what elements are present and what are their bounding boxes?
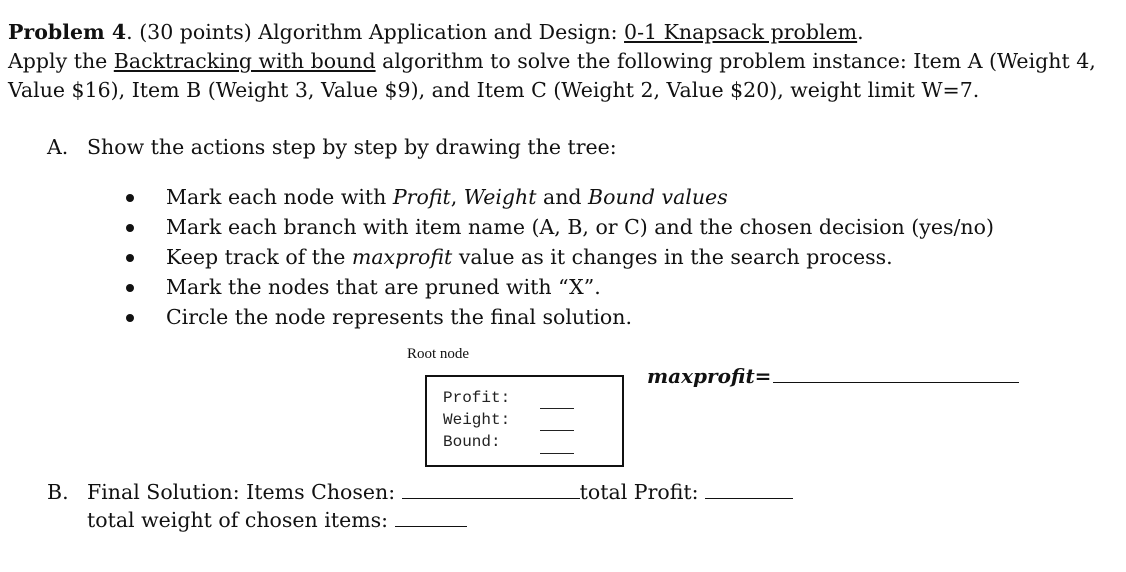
problem-topic-end: .: [857, 20, 864, 44]
part-b-letter: B.: [47, 480, 69, 504]
part-a-letter: A.: [47, 135, 69, 159]
bullet-text: Circle the node represents the final solution.: [166, 305, 632, 329]
bullet-italic: Weight: [463, 185, 537, 209]
list-item: [120, 182, 994, 212]
maxprofit-blank[interactable]: [773, 381, 1019, 383]
list-item: [120, 212, 994, 242]
bullet-icon: [126, 314, 134, 322]
maxprofit-field: [647, 364, 1019, 388]
node-weight-label: Weight:: [443, 411, 511, 429]
items-chosen-label: Final Solution: Items Chosen:: [87, 480, 396, 504]
items-chosen-blank[interactable]: [402, 497, 580, 499]
line2-post: algorithm to solve the following problem instance: Item A (Weight 4,: [375, 49, 1096, 73]
bullet-text: ,: [450, 185, 464, 209]
bullet-icon: [126, 194, 134, 202]
part-b-line-2: [47, 506, 793, 534]
problem-statement: [8, 18, 1118, 105]
list-item: [120, 302, 994, 332]
total-weight-blank[interactable]: [395, 525, 467, 527]
root-node-box: [425, 375, 624, 467]
problem-line-3: Value $16), Item B (Weight 3, Value $9), and Item C (Weight 2, Value $20), weight limit W=7.: [8, 78, 980, 102]
node-bound-label: Bound:: [443, 433, 501, 451]
problem-line-1: [8, 18, 1118, 47]
total-profit-blank[interactable]: [705, 497, 793, 499]
bullet-text: value as it changes in the search process.: [452, 245, 893, 269]
total-profit-label: total Profit:: [579, 480, 699, 504]
bullet-icon: [126, 254, 134, 262]
bullet-italic: Profit: [392, 185, 451, 209]
node-weight-blank[interactable]: [540, 430, 574, 431]
problem-line-2: [8, 47, 1118, 76]
problem-topic: 0-1 Knapsack problem: [624, 20, 858, 44]
bullet-text: Mark each branch with item name (A, B, or C) and the chosen decision (yes/no): [166, 215, 994, 239]
algorithm-name: Backtracking with bound: [113, 49, 376, 73]
bullet-text: Mark each node with: [166, 185, 393, 209]
node-profit-label: Profit:: [443, 389, 511, 407]
bullet-text: and: [536, 185, 589, 209]
part-b-line-1: [47, 478, 793, 506]
instruction-list: [120, 182, 994, 332]
node-bound-blank[interactable]: [540, 453, 574, 454]
bullet-icon: [126, 284, 134, 292]
root-node-label: Root node: [407, 346, 470, 362]
problem-points: . (30 points) Algorithm Application and Design:: [126, 20, 625, 44]
bullet-text: Keep track of the: [166, 245, 352, 269]
list-item: [120, 272, 994, 302]
problem-label: Problem 4: [8, 20, 127, 44]
total-weight-label: total weight of chosen items:: [87, 508, 389, 532]
node-profit-blank[interactable]: [540, 408, 574, 409]
bullet-text: Mark the nodes that are pruned with “X”.: [166, 275, 601, 299]
list-item: [120, 242, 994, 272]
maxprofit-label: maxprofit=: [647, 364, 772, 388]
bullet-italic: Bound values: [588, 185, 728, 209]
part-a-heading: [47, 135, 617, 159]
part-a-text: Show the actions step by step by drawing the tree:: [87, 135, 617, 159]
bullet-italic: maxprofit: [351, 245, 453, 269]
part-b: [47, 478, 793, 534]
bullet-icon: [126, 224, 134, 232]
line2-pre: Apply the: [8, 49, 114, 73]
